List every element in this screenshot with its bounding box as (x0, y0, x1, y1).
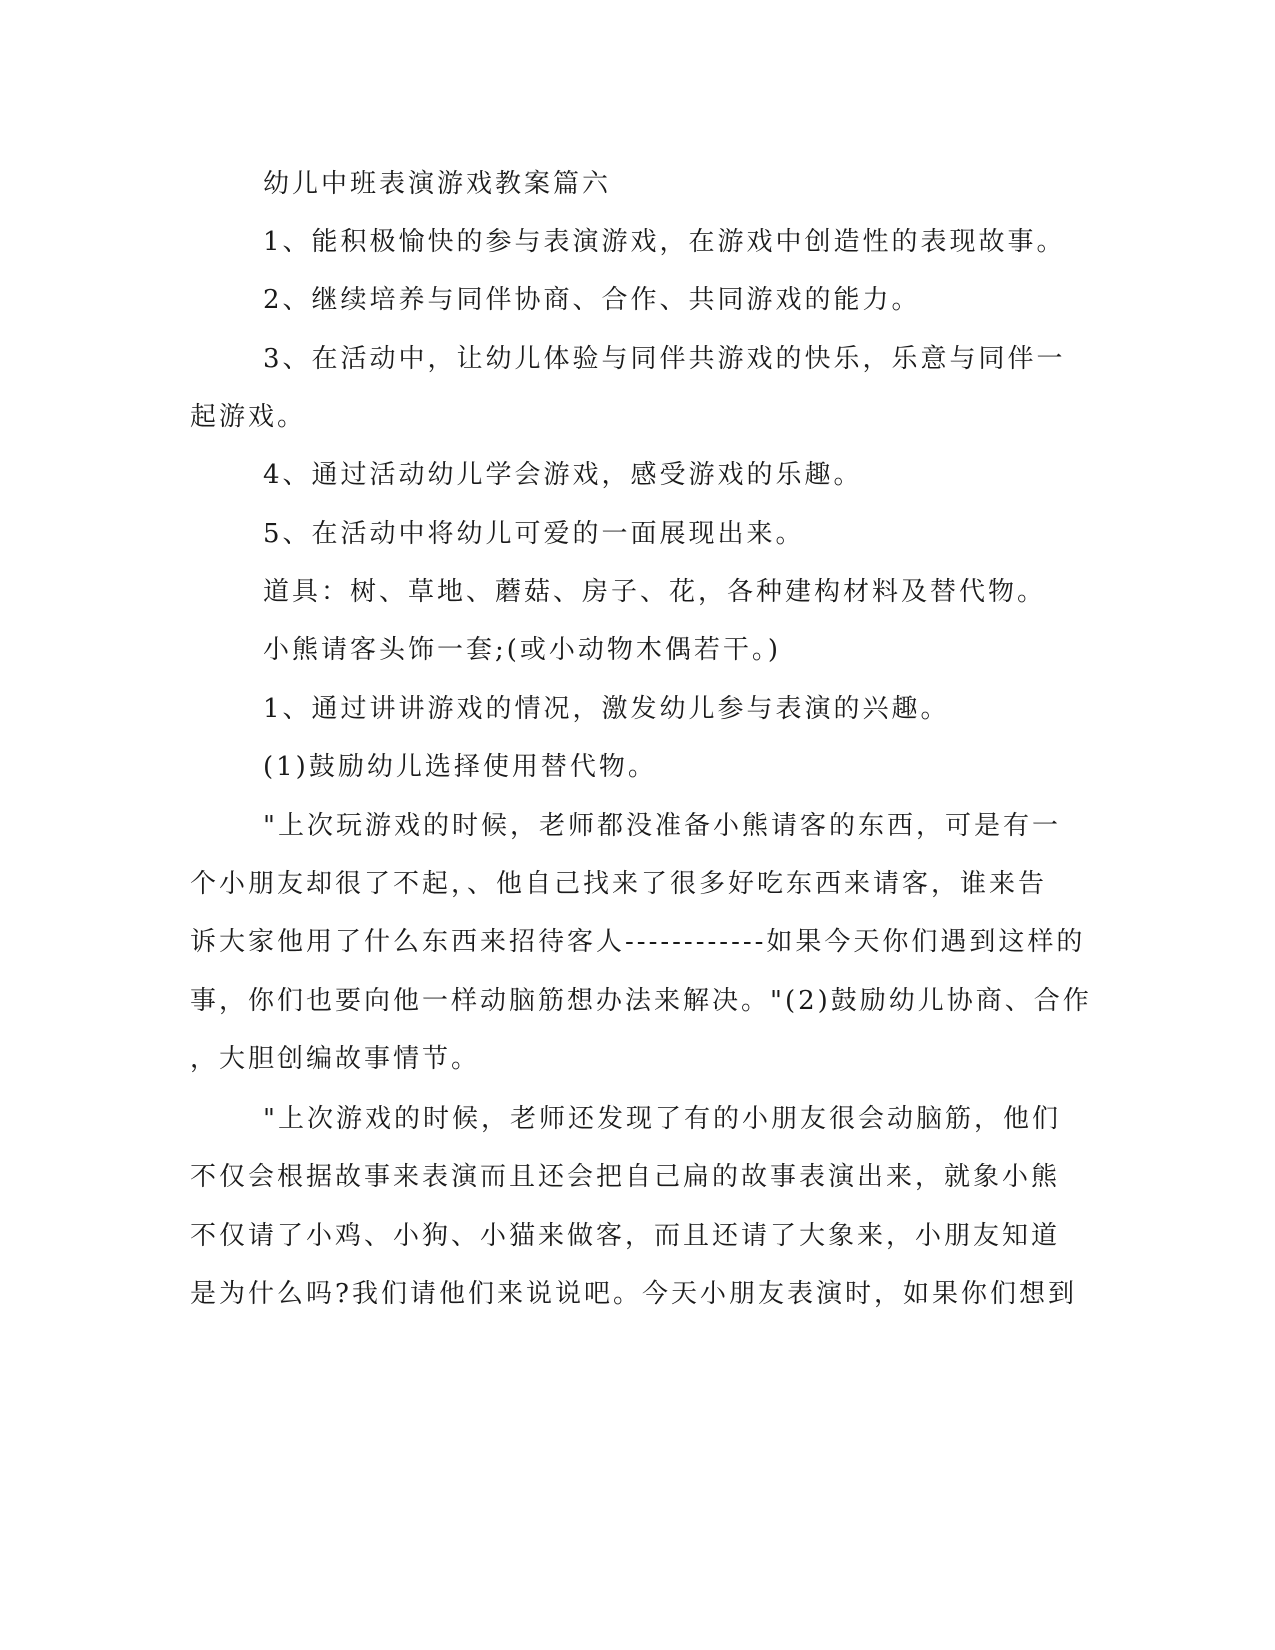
paragraph-line: 2、继续培养与同伴协商、合作、共同游戏的能力。 (263, 285, 921, 315)
paragraph-line: ，大胆创编故事情节。 (190, 1044, 481, 1074)
paragraph-line: "上次玩游戏的时候，老师都没准备小熊请客的东西，可是有一 (263, 811, 1061, 841)
paragraph-line: 不仅会根据故事来表演而且还会把自己扁的故事表演出来，就象小熊 (190, 1162, 1061, 1192)
paragraph-line: 个小朋友却很了不起，、他自己找来了很多好吃东西来请客，谁来告 (190, 869, 1048, 899)
paragraph-line: 是为什么吗?我们请他们来说说吧。今天小朋友表演时，如果你们想到 (190, 1279, 1077, 1309)
paragraph-line: 5、在活动中将幼儿可爱的一面展现出来。 (263, 519, 805, 549)
paragraph-line: 小熊请客头饰一套;(或小动物木偶若干。) (263, 635, 782, 665)
paragraph-line: 3、在活动中，让幼儿体验与同伴共游戏的快乐，乐意与同伴一 (263, 344, 1066, 374)
document-title: 幼儿中班表演游戏教案篇六 (263, 169, 612, 199)
paragraph-line: 诉大家他用了什么东西来招待客人------------如果今天你们遇到这样的 (190, 927, 1086, 957)
paragraph-line: 不仅请了小鸡、小狗、小猫来做客，而且还请了大象来，小朋友知道 (190, 1221, 1061, 1251)
paragraph-line: 道具：树、草地、蘑菇、房子、花，各种建构材料及替代物。 (263, 577, 1047, 607)
paragraph-line: 1、通过讲讲游戏的情况，激发幼儿参与表演的兴趣。 (263, 694, 950, 724)
paragraph-line: (1)鼓励幼儿选择使用替代物。 (263, 752, 657, 782)
paragraph-line: "上次游戏的时候，老师还发现了有的小朋友很会动脑筋，他们 (263, 1104, 1061, 1134)
paragraph-line: 1、能积极愉快的参与表演游戏，在游戏中创造性的表现故事。 (263, 227, 1066, 257)
paragraph-line: 事，你们也要向他一样动脑筋想办法来解决。"(2)鼓励幼儿协商、合作 (190, 986, 1092, 1016)
paragraph-line: 4、通过活动幼儿学会游戏，感受游戏的乐趣。 (263, 460, 863, 490)
paragraph-line: 起游戏。 (190, 402, 307, 432)
